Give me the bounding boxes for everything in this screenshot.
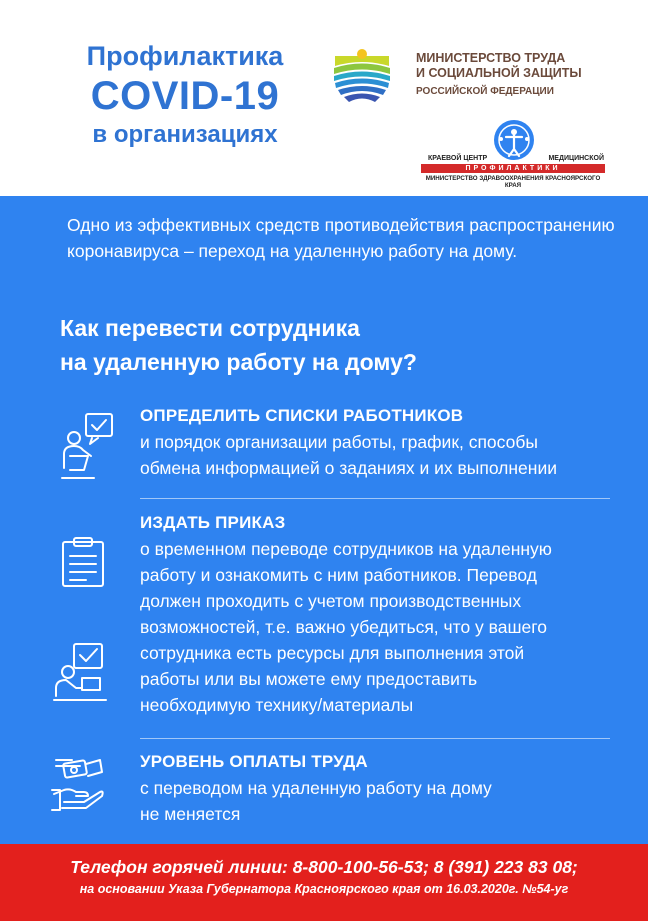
ministry-name xyxy=(416,51,636,99)
person-at-laptop-checkmark-icon xyxy=(52,642,110,702)
ministry-logo-icon xyxy=(331,44,393,106)
step-1-text xyxy=(140,429,620,481)
step-2-line: сотрудника есть ресурсы для выполнения этой xyxy=(140,643,525,663)
step-3-title: УРОВЕНЬ ОПЛАТЫ ТРУДА xyxy=(140,752,368,771)
question-heading xyxy=(60,311,620,379)
ministry-line-3: РОССИЙСКОЙ ФЕДЕРАЦИИ xyxy=(416,86,554,97)
title-line-3: в организациях xyxy=(92,121,278,148)
title-line-2: COVID-19 xyxy=(90,74,280,118)
question-line-2: на удаленную работу на дому? xyxy=(60,349,417,375)
person-with-checklist-icon xyxy=(58,412,118,482)
medical-center-subtitle: МИНИСТЕРСТВО ЗДРАВООХРАНЕНИЯ КРАСНОЯРСКОГО КРАЯ xyxy=(425,175,601,189)
step-1-title: ОПРЕДЕЛИТЬ СПИСКИ РАБОТНИКОВ xyxy=(140,406,464,425)
decree-basis-text: на основании Указа Губернатора Красноярского края от 16.03.2020г. №54-уг xyxy=(79,882,569,896)
hand-with-money-icon xyxy=(50,756,106,812)
step-2-line: возможностей, т.е. важно убедиться, что у вашего xyxy=(140,617,547,637)
medical-center-bar: ПРОФИЛАКТИКИ xyxy=(421,164,605,173)
divider xyxy=(140,498,610,499)
step-2-line: работу и ознакомить с ним работников. Перевод xyxy=(140,565,537,585)
step-3-line: с переводом на удаленную работу на дому xyxy=(140,778,492,798)
step-3-line: не меняется xyxy=(140,804,241,824)
step-2-line: должен проходить с учетом производственных xyxy=(140,591,522,611)
step-1-line: и порядок организации работы, график, способы xyxy=(140,432,538,452)
title-line-1: Профилактика xyxy=(86,41,284,71)
step-2-line: о временном переводе сотрудников на удаленную xyxy=(140,539,552,559)
step-2-text xyxy=(140,536,620,718)
step-1-line: обмена информацией о заданиях и их выполнении xyxy=(140,458,558,478)
hotline-text: Телефон горячей линии: 8-800-100-56-53; 8 (391) 223 83 08; xyxy=(70,857,578,877)
step-2-line: необходимую технику/материалы xyxy=(140,695,414,715)
medical-center-label xyxy=(428,155,604,162)
step-2-title: ИЗДАТЬ ПРИКАЗ xyxy=(140,513,286,532)
main-content xyxy=(0,196,648,844)
header xyxy=(0,0,648,196)
clipboard-document-icon xyxy=(60,536,106,588)
ministry-line-1: МИНИСТЕРСТВО ТРУДА xyxy=(416,51,566,65)
step-3-text xyxy=(140,775,620,827)
question-line-1: Как перевести сотрудника xyxy=(60,315,360,341)
poster-title xyxy=(70,40,300,150)
footer xyxy=(0,844,648,921)
ministry-line-2: И СОЦИАЛЬНОЙ ЗАЩИТЫ xyxy=(416,66,582,80)
medical-center-label-left: КРАЕВОЙ ЦЕНТР xyxy=(428,155,488,162)
step-2-line: работы или вы можете ему предоставить xyxy=(140,669,478,689)
medical-center-label-right: МЕДИЦИНСКОЙ xyxy=(548,155,604,162)
intro-text: Одно из эффективных средств противодействия распространению коронавируса – переход на удаленную работу на дому. xyxy=(67,215,615,261)
divider xyxy=(140,738,610,739)
